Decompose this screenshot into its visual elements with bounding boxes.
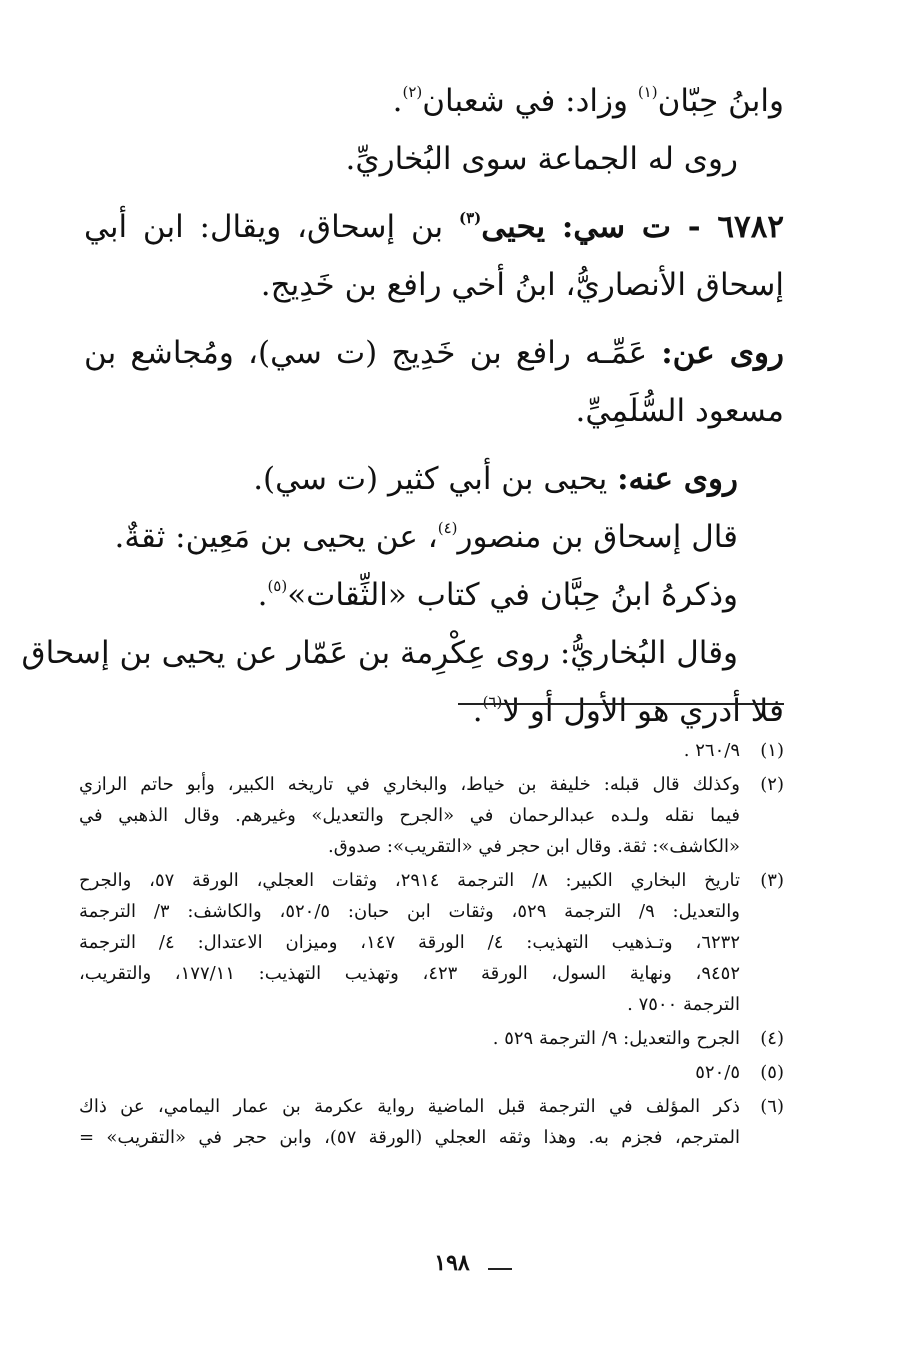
text-segment: وذكرهُ ابنُ حِبَّان في كتاب «الثِّقات» [287,577,738,613]
footnote-line: ٩٤٥٢، ونهاية السول، الورقة ٤٢٣، وتهذيب التهذيب: ١٧٧/١١، والتقريب، [79,963,740,984]
text-segment: . [257,577,268,613]
footnote [79,735,784,766]
footnote-text [79,769,740,862]
footnote [79,865,784,1020]
footnote-line: «الكاشف»: ثقة. وقال ابن حجر في «التقريب»: صدوق. [328,836,740,857]
main-text [21,72,784,740]
footnote-number: (٣) [760,870,784,891]
footnote-number: (٢) [760,774,784,795]
page-mark-dash [488,1268,512,1270]
page-number: ١٩٨ [434,1250,470,1276]
footnote-line: ٢٦٠/٩ . [683,740,740,761]
footnote-ref: (٤) [437,519,458,537]
footnote-number: (١) [760,740,784,761]
footnote-text [79,1023,740,1054]
text-segment: عَمِّـه رافع بن خَدِيج (ت سي)، ومُجاشع بن [84,335,662,371]
footnote-text [79,735,740,766]
footnote-line: فيما نقله ولـده عبدالرحمان في «الجرح والتعديل» وغيرهم. وقال الذهبي في [79,805,740,826]
footnote-separator [458,703,784,705]
entry-number: ٦٧٨٢ - ت سي: يحيى [481,209,784,245]
footnote-line: وكذلك قال قبله: خليفة بن خياط، والبخاري في تاريخه الكبير، وأبو حاتم الرازي [79,774,740,795]
footnote-line: المترجم، فجزم به. وهذا وثقه العجلي (الورقة ٥٧)، وابن حجر في «التقريب» = [79,1127,740,1148]
text-line [84,508,784,566]
text-segment: . [472,693,483,729]
text-line [84,566,784,624]
text-segment: يحيى بن أبي كثير (ت سي). [253,461,618,497]
section-label: روى عنه: [617,461,738,497]
footnote-ref: (٢) [402,83,423,101]
footnote-number: (٥) [760,1062,784,1083]
text-line [84,324,784,382]
footnote-line: الترجمة ٧٥٠٠ . [627,994,740,1015]
text-line: مسعود السُّلَمِيِّ. [575,393,784,429]
footnotes [79,735,784,1156]
text-segment: ، عن يحيى بن مَعِين: ثقةٌ. [114,519,438,555]
footnote-line: تاريخ البخاري الكبير: ٨/ الترجمة ٢٩١٤، وثقات العجلي، الورقة ٥٧، والجرح [79,870,740,891]
footnote-text [79,1091,740,1153]
text-line [84,450,784,508]
footnote-line: ٥٢٠/٥ [695,1062,740,1083]
text-segment: وزاد: في شعبان [422,83,638,119]
footnote-text [79,865,740,1020]
footnote-line: ٦٢٣٢، وتـذهيب التهذيب: ٤/ الورقة ١٤٧، وميزان الاعتدال: ٤/ الترجمة [79,932,740,953]
text-segment: وابنُ حِبّان [657,83,784,119]
footnote-ref: (١) [637,83,658,101]
footnote [79,1091,784,1153]
footnote-line: الجرح والتعديل: ٩/ الترجمة ٥٢٩ . [492,1028,740,1049]
footnote [79,1057,784,1088]
footnote [79,1023,784,1054]
text-segment: . [392,83,403,119]
footnote-line: ذكر المؤلف في الترجمة قبل الماضية رواية عكرمة بن عمار اليمامي، عن ذاك [79,1096,740,1117]
footnote-line: والتعديل: ٩/ الترجمة ٥٢٩، وثقات ابن حبان: ٥٢٠/٥، والكاشف: ٣/ الترجمة [79,901,740,922]
entry-heading-line [84,198,784,256]
footnote-number: (٤) [760,1028,784,1049]
text-line: روى له الجماعة سوى البُخاريِّ. [345,141,738,177]
footnote-ref: (٦) [482,693,503,711]
footnote-ref: (٥) [267,577,288,595]
section-label: روى عن: [661,335,784,371]
text-line [84,72,784,130]
footnote-ref: (٣) [458,209,482,227]
text-segment: فلا أدري هو الأول أو لا [502,693,784,729]
text-line: وقال البُخاريُّ: روى عِكْرِمة بن عَمّار عن يحيى بن إسحاق [21,635,738,671]
footnote-text [79,1057,740,1088]
text-line [84,682,784,740]
text-segment: بن إسحاق، ويقال: ابن أبي [84,209,459,245]
footnote-number: (٦) [760,1096,784,1117]
footnote [79,769,784,862]
text-line: إسحاق الأنصاريُّ، ابنُ أخي رافع بن خَدِيج. [260,267,784,303]
text-segment: قال إسحاق بن منصور [457,519,738,555]
